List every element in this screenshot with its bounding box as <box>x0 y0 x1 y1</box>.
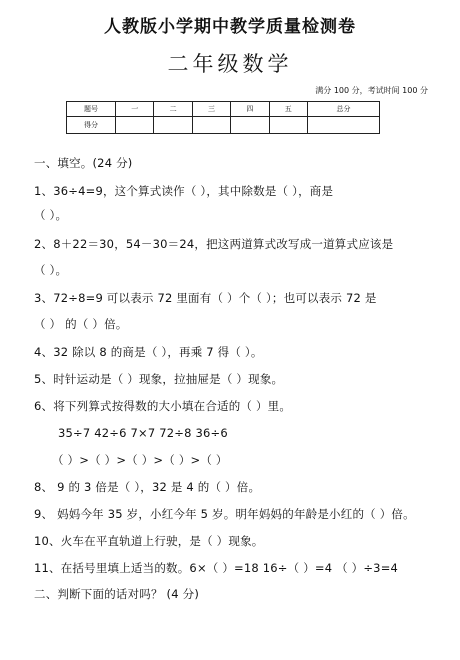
question-4: 4、32 除以 8 的商是（ ），再乘 7 得（ ）。 <box>34 345 263 359</box>
header-cell-4: 四 <box>231 102 269 117</box>
score-row-label: 得分 <box>67 117 116 134</box>
exam-subtitle: 二年级数学 <box>167 52 293 76</box>
exam-title: 人教版小学期中教学质量检测卷 <box>104 17 356 37</box>
score-table-score-row <box>67 117 380 134</box>
question-3-line-1: 3、72÷8=9 可以表示 72 里面有（ ）个（ ）；也可以表示 72 是 <box>34 291 377 305</box>
question-5: 5、时针运动是（ ）现象，拉抽屉是（ ）现象。 <box>34 372 284 386</box>
question-2-line-2: （ ）。 <box>34 263 68 277</box>
score-table-header-row <box>67 102 380 117</box>
question-11: 11、在括号里填上适当的数。6×（ ）=18 16÷（ ）=4 （ ）÷3=4 <box>34 561 399 575</box>
question-3-line-2: （ ） 的（ ）倍。 <box>34 317 128 331</box>
score-cell-1[interactable] <box>116 117 154 134</box>
header-cell-5: 五 <box>269 102 307 117</box>
exam-meta: 满分 100 分，考试时间 100 分 <box>315 86 428 95</box>
question-2-line-1: 2、8＋22＝30，54－30＝24，把这两道算式改写成一道算式应该是 <box>34 237 394 251</box>
question-9: 9、 妈妈今年 35 岁，小红今年 5 岁。明年妈妈的年龄是小红的（ ）倍。 <box>34 507 415 521</box>
question-1-line-2: （ ）。 <box>34 208 68 222</box>
section-2-heading: 二、判断下面的话对吗？ (4 分) <box>34 587 199 601</box>
question-6: 6、将下列算式按得数的大小填在合适的（ ）里。 <box>34 399 292 413</box>
score-cell-total[interactable] <box>307 117 379 134</box>
question-6-blanks: （ ）>（ ）>（ ）>（ ）>（ ） <box>52 453 228 467</box>
score-cell-3[interactable] <box>192 117 230 134</box>
question-8: 8、 9 的 3 倍是（ ），32 是 4 的（ ）倍。 <box>34 480 261 494</box>
header-cell-question-number: 题号 <box>67 102 116 117</box>
header-cell-1: 一 <box>116 102 154 117</box>
section-1-heading: 一、填空。(24 分) <box>34 156 133 170</box>
score-cell-2[interactable] <box>154 117 192 134</box>
score-table <box>66 101 380 134</box>
question-10: 10、火车在平直轨道上行驶，是（ ）现象。 <box>34 534 264 548</box>
question-1-line-1: 1、36÷4=9，这个算式读作（ ），其中除数是（ ），商是 <box>34 184 334 198</box>
score-cell-5[interactable] <box>269 117 307 134</box>
score-cell-4[interactable] <box>231 117 269 134</box>
question-6-expressions: 35÷7 42÷6 7×7 72÷8 36÷6 <box>58 426 228 440</box>
header-cell-total: 总分 <box>307 102 379 117</box>
header-cell-2: 二 <box>154 102 192 117</box>
header-cell-3: 三 <box>192 102 230 117</box>
